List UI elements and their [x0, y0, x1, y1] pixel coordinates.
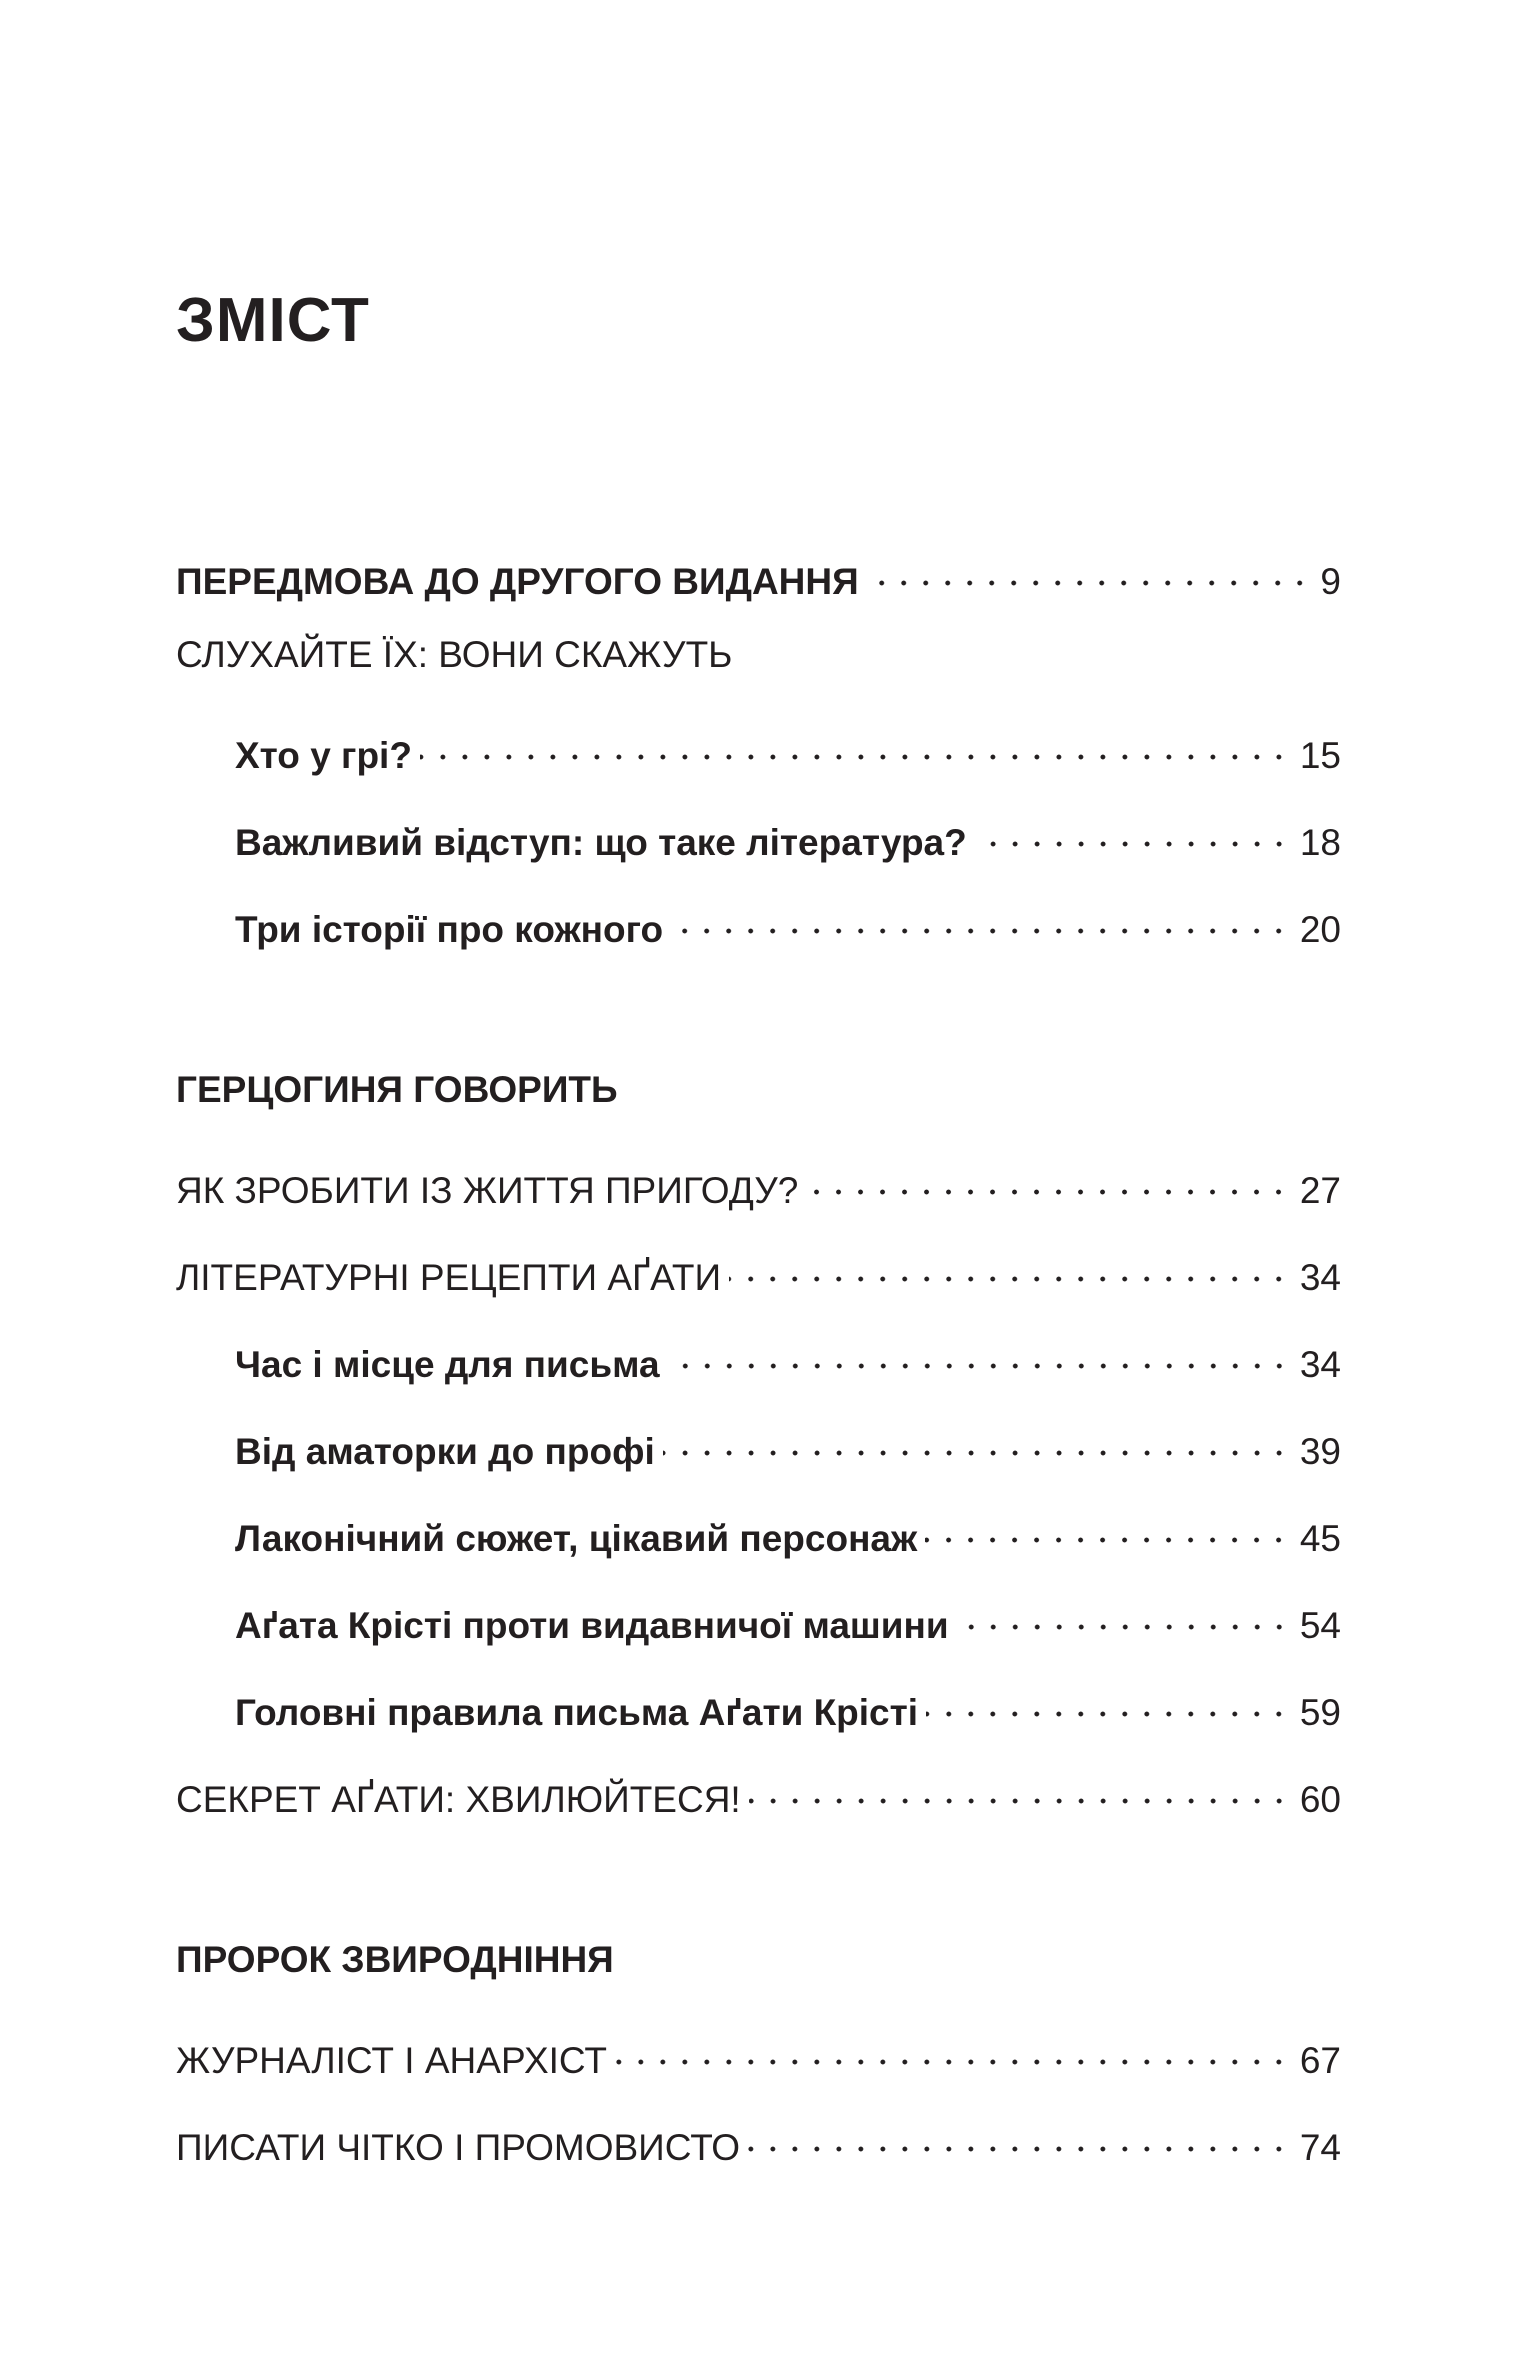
toc-entry-text: ПЕРЕДМОВА ДО ДРУГОГО ВИДАННЯ [176, 561, 859, 602]
dot-leader [957, 1586, 1290, 1638]
dot-leader [729, 1238, 1290, 1290]
toc-entry-subsection [235, 1586, 1341, 1646]
toc-page-number: 18 [1299, 822, 1341, 863]
toc-page-number: 45 [1299, 1518, 1341, 1559]
toc-page-number: 39 [1299, 1431, 1341, 1472]
toc-entry-text: ЯК ЗРОБИТИ ІЗ ЖИТТЯ ПРИГОДУ? [176, 1170, 799, 1211]
toc-entry-text: ЖУРНАЛІСТ І АНАРХІСТ [176, 2040, 608, 2081]
dot-leader [925, 1499, 1290, 1551]
dot-leader [975, 803, 1290, 855]
toc-page-number: 20 [1299, 909, 1341, 950]
dot-leader [663, 1412, 1290, 1464]
dot-leader [420, 716, 1290, 768]
toc-entry-subsection [235, 803, 1341, 863]
dot-leader [806, 1151, 1290, 1203]
toc-entry-chapter [176, 1238, 1341, 1298]
toc-entry-text: Лаконічний сюжет, цікавий персонаж [235, 1518, 918, 1559]
toc-entry-text: Важливий відступ: що таке література? [235, 822, 967, 863]
toc-entry-text: ПИСАТИ ЧІТКО І ПРОМОВИСТО [176, 2127, 740, 2168]
toc-entry-text: Хто у грі? [235, 735, 412, 776]
toc-entry-text: Три історії про кожного [235, 909, 664, 950]
toc-page-number: 34 [1299, 1257, 1341, 1298]
toc-entry-subsection [235, 890, 1341, 950]
toc-page-number: 9 [1320, 561, 1341, 602]
toc-entry-text: ПРОРОК ЗВИРОДНІННЯ [176, 1939, 614, 1980]
toc-entry-part-heading [176, 1934, 1341, 1986]
toc-entry-chapter [176, 1760, 1341, 1820]
toc-entry-chapter [176, 2108, 1341, 2168]
toc-page-number: 67 [1299, 2040, 1341, 2081]
toc-entry-text: Аґата Крісті проти видавничої машини [235, 1605, 949, 1646]
toc-page-number: 60 [1299, 1779, 1341, 1820]
toc-entry-text: СЕКРЕТ АҐАТИ: ХВИЛЮЙТЕСЯ! [176, 1779, 741, 1820]
dot-leader [748, 2108, 1290, 2160]
toc-entry-subsection [235, 1499, 1341, 1559]
toc-entry-chapter [176, 629, 1341, 681]
toc-entry-subsection [235, 716, 1341, 776]
toc-entry-part-preface [176, 542, 1341, 602]
toc-entry-chapter [176, 2021, 1341, 2081]
toc-entry-text: СЛУХАЙТЕ ЇХ: ВОНИ СКАЖУТЬ [176, 634, 733, 675]
toc-page-number: 74 [1299, 2127, 1341, 2168]
toc-entry-text: Головні правила письма Аґати Крісті [235, 1692, 919, 1733]
toc-page-number: 34 [1299, 1344, 1341, 1385]
dot-leader [867, 542, 1311, 594]
toc-entry-part-heading [176, 1064, 1341, 1116]
toc-entry-text: ГЕРЦОГИНЯ ГОВОРИТЬ [176, 1069, 618, 1110]
dot-leader [926, 1673, 1290, 1725]
toc-entry-subsection [235, 1325, 1341, 1385]
toc-entry-subsection [235, 1412, 1341, 1472]
toc-page-number: 15 [1299, 735, 1341, 776]
dot-leader [749, 1760, 1290, 1812]
toc-entry-text: Час і місце для письма [235, 1344, 660, 1385]
dot-leader [671, 890, 1290, 942]
toc-entry-chapter [176, 1151, 1341, 1211]
toc-page-number: 54 [1299, 1605, 1341, 1646]
dot-leader [615, 2021, 1290, 2073]
toc-page-number: 59 [1299, 1692, 1341, 1733]
toc-entry-text: ЛІТЕРАТУРНІ РЕЦЕПТИ АҐАТИ [176, 1257, 722, 1298]
page-title: ЗМІСТ [176, 286, 370, 355]
toc-entry-subsection [235, 1673, 1341, 1733]
dot-leader [668, 1325, 1290, 1377]
toc-page-number: 27 [1299, 1170, 1341, 1211]
toc-entry-text: Від аматорки до профі [235, 1431, 655, 1472]
